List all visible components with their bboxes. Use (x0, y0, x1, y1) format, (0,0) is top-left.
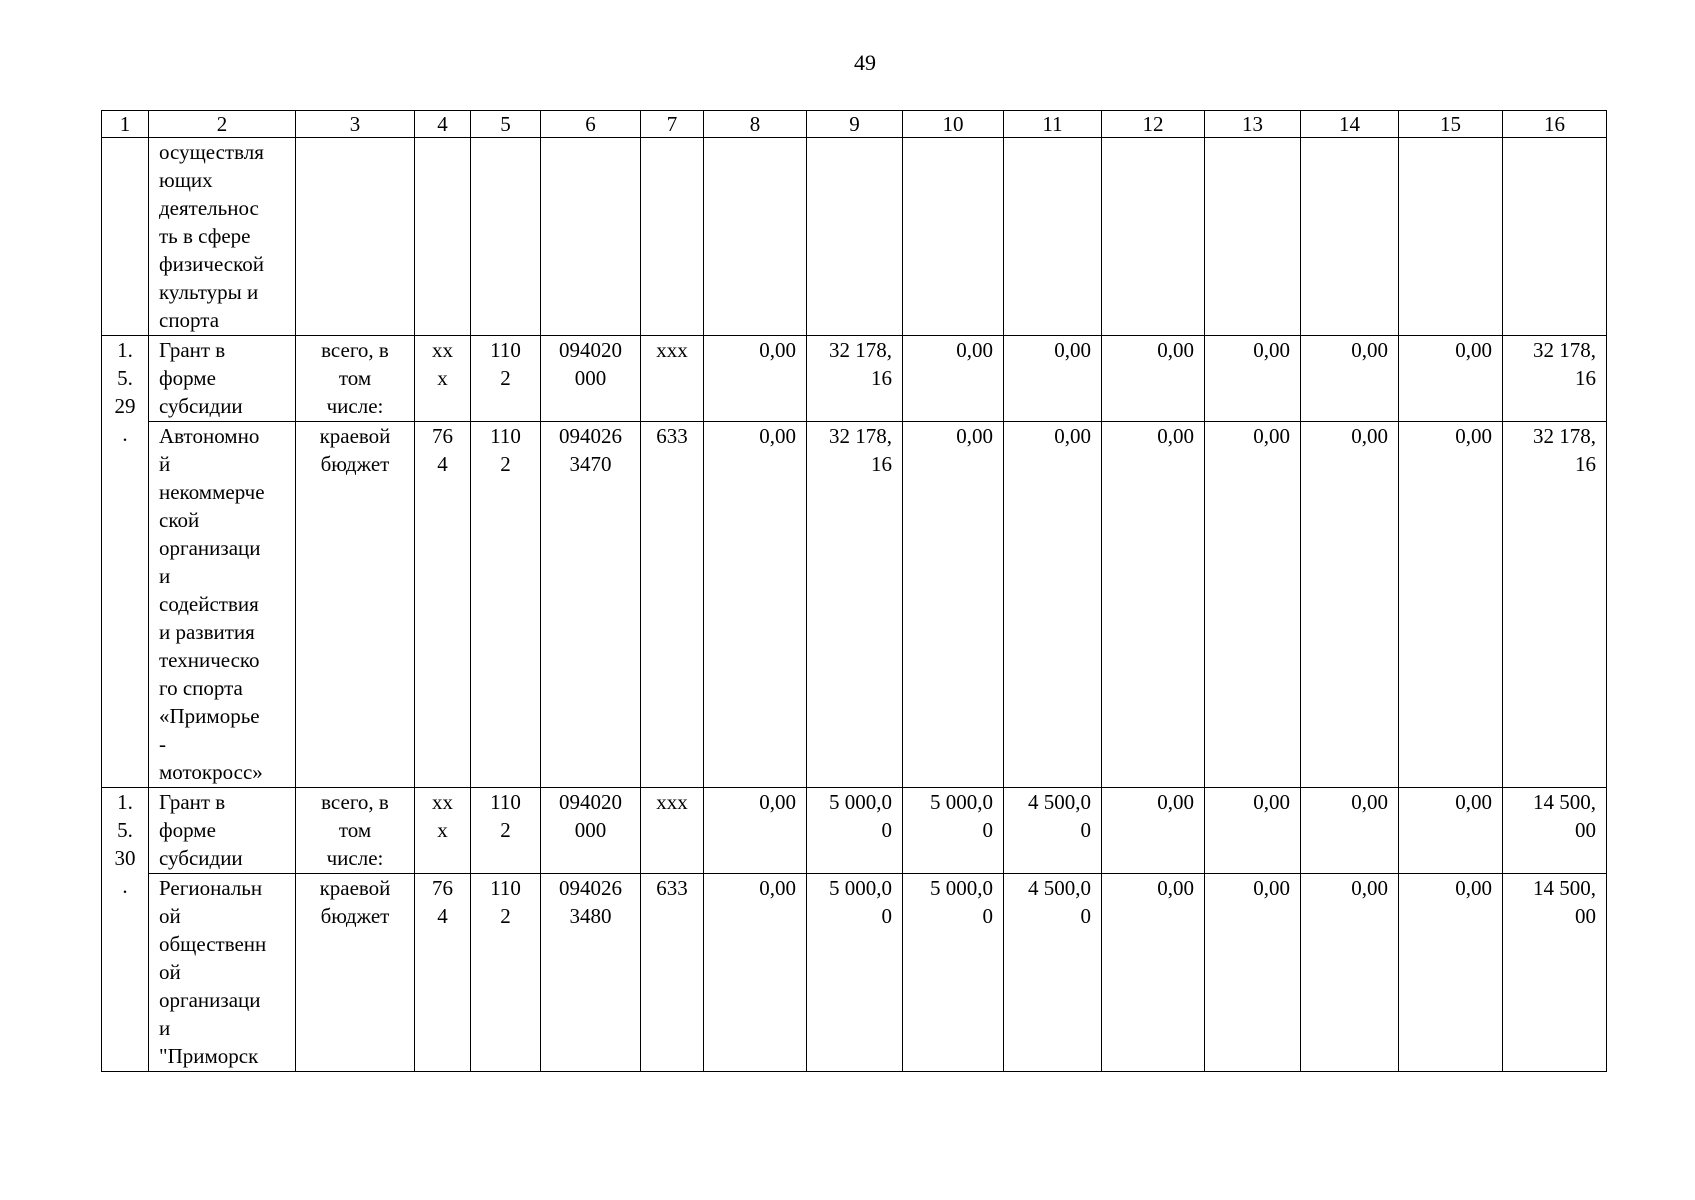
text-line: Автономно (159, 424, 260, 448)
header-cell: 9 (807, 111, 903, 138)
text-line: 5 000,0 (930, 876, 993, 900)
cell (641, 138, 704, 336)
text-lines (302, 336, 408, 420)
text-line: 76 (432, 424, 453, 448)
text-lines (547, 788, 634, 844)
header-cell: 13 (1205, 111, 1301, 138)
text-lines (421, 874, 464, 930)
text-lines (477, 788, 534, 844)
text-line: том (338, 366, 372, 390)
text-line: 110 (490, 424, 521, 448)
text-line: 5 000,0 (930, 790, 993, 814)
text-line: всего, в (321, 338, 389, 362)
cell (415, 138, 471, 336)
text-lines (302, 788, 408, 872)
cell-source (296, 788, 415, 874)
cell (1503, 138, 1607, 336)
text-line: субсидии (159, 394, 243, 418)
header-cell: 2 (149, 111, 296, 138)
cell (1205, 138, 1301, 336)
cell-value: 0,00 (704, 422, 807, 788)
text-lines (159, 138, 289, 334)
text-line: 094026 (559, 876, 622, 900)
text-line: 094020 (559, 338, 622, 362)
text-line: . (122, 422, 128, 446)
table-row (102, 874, 1607, 1072)
text-line: 5. (117, 366, 133, 390)
text-line: 0 (881, 904, 892, 928)
cell-value: 0,00 (704, 336, 807, 422)
text-lines (159, 874, 289, 1070)
cell-value: 0,00 (1205, 874, 1301, 1072)
cell (807, 138, 903, 336)
cell-total (1503, 336, 1607, 422)
text-line: «Приморье (159, 704, 260, 728)
text-line: 30 (114, 846, 136, 870)
text-line: ой (159, 960, 181, 984)
text-line: числе: (326, 846, 384, 870)
text-line: ской (159, 508, 200, 532)
cell-value: 0,00 (1399, 874, 1503, 1072)
text-line: 1. (117, 790, 133, 814)
cell-value (903, 874, 1004, 1072)
header-cell: 5 (471, 111, 541, 138)
text-line: всего, в (321, 790, 389, 814)
text-line: 2 (500, 452, 511, 476)
text-lines (302, 874, 408, 930)
cell (1301, 138, 1399, 336)
text-line: организаци (159, 536, 261, 560)
text-lines (1509, 788, 1596, 844)
text-line: 32 178, (829, 424, 892, 448)
text-line: ющих (159, 168, 213, 192)
cell-vr: ххх (641, 336, 704, 422)
cell-value: 0,00 (1004, 336, 1102, 422)
text-line: 00 (1575, 904, 1596, 928)
cell-value: 0,00 (1102, 422, 1205, 788)
cell-value: 0,00 (1399, 422, 1503, 788)
cell-grbs (415, 336, 471, 422)
text-line: Региональн (159, 876, 263, 900)
text-lines (477, 874, 534, 930)
text-lines (102, 336, 148, 448)
text-lines (421, 336, 464, 392)
text-line: 4 (437, 904, 448, 928)
cell-rzpr (471, 874, 541, 1072)
text-line: числе: (326, 394, 384, 418)
cell-value: 0,00 (1205, 422, 1301, 788)
text-line: Грант в (159, 338, 226, 362)
text-line: 32 178, (1533, 424, 1596, 448)
text-line: 00 (1575, 818, 1596, 842)
text-line: Грант в (159, 790, 226, 814)
text-lines (159, 336, 289, 420)
text-lines (421, 788, 464, 844)
text-line: 2 (500, 904, 511, 928)
text-lines (813, 422, 892, 478)
text-lines (813, 874, 892, 930)
text-line: 0 (1080, 818, 1091, 842)
header-cell: 6 (541, 111, 641, 138)
cell-value: 0,00 (1102, 336, 1205, 422)
cell-value (807, 788, 903, 874)
cell-grbs (415, 874, 471, 1072)
header-cell: 16 (1503, 111, 1607, 138)
text-line: техническо (159, 648, 260, 672)
cell-value: 0,00 (1205, 336, 1301, 422)
text-line: 16 (871, 366, 892, 390)
text-line: ой (159, 904, 181, 928)
text-line: 29 (114, 394, 136, 418)
text-line: 0 (982, 818, 993, 842)
text-line: 2 (500, 818, 511, 842)
header-cell: 1 (102, 111, 149, 138)
cell-total (1503, 874, 1607, 1072)
text-line: 000 (574, 366, 607, 390)
text-line: 094026 (559, 424, 622, 448)
text-line: 32 178, (829, 338, 892, 362)
cell-csr (541, 422, 641, 788)
text-line: и развития (159, 620, 255, 644)
table-row (102, 336, 1607, 422)
cell-vr: 633 (641, 422, 704, 788)
text-line: мотокросс» (159, 760, 263, 784)
text-line: физической (159, 252, 264, 276)
cell (704, 138, 807, 336)
cell-value: 0,00 (1301, 422, 1399, 788)
cell-grbs (415, 422, 471, 788)
text-line: 5 000,0 (829, 790, 892, 814)
page-number: 49 (854, 50, 876, 75)
text-line: 2 (500, 366, 511, 390)
text-line: общественн (159, 932, 267, 956)
text-line: 1. (117, 338, 133, 362)
text-line: культуры и (159, 280, 259, 304)
cell-value (1004, 788, 1102, 874)
text-line: 4 (437, 452, 448, 476)
text-lines (302, 422, 408, 478)
text-lines (909, 874, 993, 930)
text-line: 16 (1575, 366, 1596, 390)
text-line: - (159, 732, 166, 756)
text-lines (547, 422, 634, 478)
text-line: "Приморск (159, 1044, 259, 1068)
cell-value: 0,00 (903, 336, 1004, 422)
cell-grbs (415, 788, 471, 874)
text-lines (102, 788, 148, 900)
header-cell: 11 (1004, 111, 1102, 138)
text-lines (159, 422, 289, 786)
text-line: хх (432, 338, 453, 362)
cell-value: 0,00 (1102, 874, 1205, 1072)
cell-value: 0,00 (1301, 874, 1399, 1072)
cell-value (807, 336, 903, 422)
text-line: том (338, 818, 372, 842)
cell-value: 0,00 (1205, 788, 1301, 874)
header-cell: 12 (1102, 111, 1205, 138)
text-lines (813, 788, 892, 844)
text-line: 110 (490, 790, 521, 814)
cell-name (149, 788, 296, 874)
header-cell: 15 (1399, 111, 1503, 138)
cell-number (102, 138, 149, 336)
text-line: 14 500, (1533, 876, 1596, 900)
text-lines (1509, 336, 1596, 392)
text-line: 16 (871, 452, 892, 476)
cell-value: 0,00 (1301, 336, 1399, 422)
text-line: краевой (319, 424, 391, 448)
text-line: 0 (881, 818, 892, 842)
text-line: некоммерче (159, 480, 265, 504)
text-line: 5. (117, 818, 133, 842)
cell-value: 0,00 (903, 422, 1004, 788)
cell (471, 138, 541, 336)
text-line: х (437, 818, 448, 842)
cell-value: 0,00 (704, 874, 807, 1072)
text-line: 16 (1575, 452, 1596, 476)
text-line: форме (159, 818, 216, 842)
text-lines (1010, 874, 1091, 930)
text-line: 4 500,0 (1028, 790, 1091, 814)
text-line: 3470 (569, 452, 612, 476)
text-line: субсидии (159, 846, 243, 870)
text-lines (909, 788, 993, 844)
text-line: 32 178, (1533, 338, 1596, 362)
text-line: 0 (982, 904, 993, 928)
cell-name (149, 336, 296, 422)
text-line: 000 (574, 818, 607, 842)
text-lines (1509, 422, 1596, 478)
text-line: бюджет (320, 904, 390, 928)
text-line: хх (432, 790, 453, 814)
cell-vr: 633 (641, 874, 704, 1072)
table-row (102, 422, 1607, 788)
text-line: осуществля (159, 140, 264, 164)
cell (541, 138, 641, 336)
cell-number (102, 336, 149, 788)
cell-value: 0,00 (1399, 336, 1503, 422)
cell-rzpr (471, 422, 541, 788)
text-line: 110 (490, 338, 521, 362)
text-line: 5 000,0 (829, 876, 892, 900)
header-cell: 7 (641, 111, 704, 138)
cell-value: 0,00 (1301, 788, 1399, 874)
text-line: и (159, 1016, 171, 1040)
table-row (102, 138, 1607, 336)
text-line: й (159, 452, 171, 476)
cell-total (1503, 422, 1607, 788)
header-cell: 8 (704, 111, 807, 138)
cell-name (149, 422, 296, 788)
text-lines (477, 422, 534, 478)
table-row (102, 788, 1607, 874)
cell-csr (541, 874, 641, 1072)
header-cell: 10 (903, 111, 1004, 138)
text-lines (547, 874, 634, 930)
text-lines (477, 336, 534, 392)
cell-source (296, 336, 415, 422)
cell-name (149, 874, 296, 1072)
text-line: ть в сфере (159, 224, 251, 248)
text-line: 3480 (569, 904, 612, 928)
text-line: краевой (319, 876, 391, 900)
text-lines (813, 336, 892, 392)
cell-csr (541, 336, 641, 422)
cell-csr (541, 788, 641, 874)
cell-value (1004, 874, 1102, 1072)
text-lines (547, 336, 634, 392)
cell-value (807, 422, 903, 788)
cell-number (102, 788, 149, 1072)
cell-value: 0,00 (704, 788, 807, 874)
text-lines (421, 422, 464, 478)
text-line: и (159, 564, 171, 588)
cell-value: 0,00 (1102, 788, 1205, 874)
text-line: х (437, 366, 448, 390)
text-lines (159, 788, 289, 872)
text-line: бюджет (320, 452, 390, 476)
text-line: 4 500,0 (1028, 876, 1091, 900)
text-lines (1010, 788, 1091, 844)
cell-value: 0,00 (1399, 788, 1503, 874)
cell-vr: ххх (641, 788, 704, 874)
cell-source (296, 874, 415, 1072)
cell-rzpr (471, 336, 541, 422)
text-line: . (122, 874, 128, 898)
cell (1102, 138, 1205, 336)
text-line: 110 (490, 876, 521, 900)
text-line: 0 (1080, 904, 1091, 928)
text-line: форме (159, 366, 216, 390)
text-line: го спорта (159, 676, 243, 700)
cell (296, 138, 415, 336)
text-line: 094020 (559, 790, 622, 814)
cell-rzpr (471, 788, 541, 874)
cell-value: 0,00 (1004, 422, 1102, 788)
cell (1399, 138, 1503, 336)
text-line: организаци (159, 988, 261, 1012)
text-line: содействия (159, 592, 259, 616)
cell-source (296, 422, 415, 788)
header-cell: 3 (296, 111, 415, 138)
cell-value (807, 874, 903, 1072)
cell (903, 138, 1004, 336)
text-line: 76 (432, 876, 453, 900)
cell-total (1503, 788, 1607, 874)
text-line: спорта (159, 308, 220, 332)
cell-value (903, 788, 1004, 874)
text-line: 14 500, (1533, 790, 1596, 814)
budget-table (101, 110, 1607, 1072)
header-cell: 14 (1301, 111, 1399, 138)
text-lines (1509, 874, 1596, 930)
cell-name (149, 138, 296, 336)
cell (1004, 138, 1102, 336)
text-line: деятельнос (159, 196, 259, 220)
table-header-row (102, 111, 1607, 138)
header-cell: 4 (415, 111, 471, 138)
